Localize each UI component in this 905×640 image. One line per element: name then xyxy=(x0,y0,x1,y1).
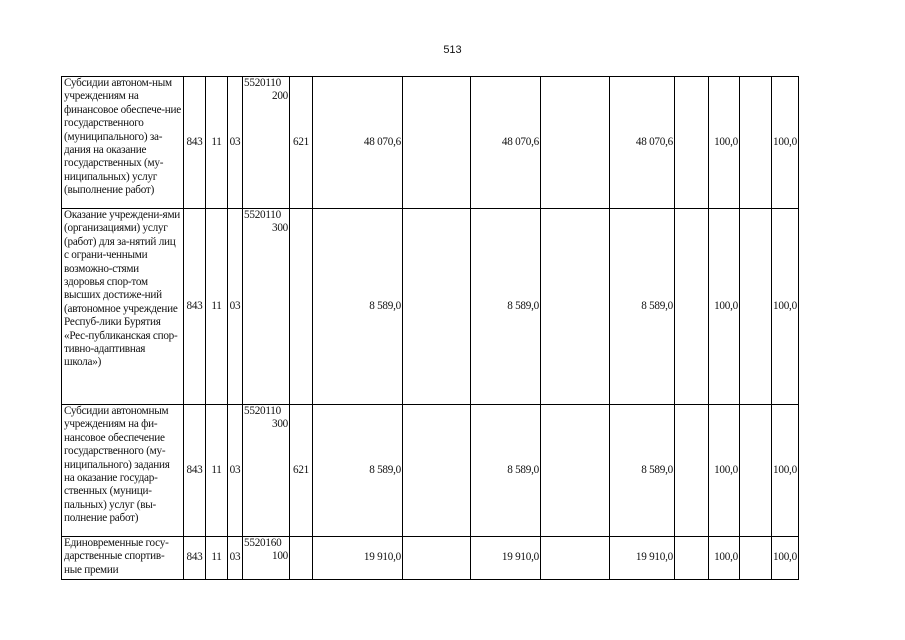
amount-executed: 48 070,6 xyxy=(610,77,675,209)
empty-cell xyxy=(740,405,772,537)
row-name: Единовременные госу-дарственные спортив-ные премии xyxy=(62,537,184,580)
target-code-part1: 5520110 xyxy=(244,405,281,417)
table-row xyxy=(62,537,799,580)
percent-executed-2: 100,0 xyxy=(772,209,799,405)
amount-plan: 19 910,0 xyxy=(313,537,403,580)
amount-adjusted: 8 589,0 xyxy=(471,209,541,405)
empty-cell xyxy=(740,537,772,580)
ministry-code: 843 xyxy=(184,209,206,405)
amount-executed: 8 589,0 xyxy=(610,405,675,537)
empty-cell xyxy=(675,77,709,209)
row-name: Субсидии автономным учреждениям на фи-нансовое обеспечение государственного (му-ниципального) задания на оказание государ-ственных (муници-пальных) услуг (вы-полнение работ) xyxy=(62,405,184,537)
ministry-code: 843 xyxy=(184,537,206,580)
table-row xyxy=(62,77,799,209)
target-code-part1: 5520110 xyxy=(244,209,281,221)
percent-executed-2: 100,0 xyxy=(772,405,799,537)
empty-cell xyxy=(675,405,709,537)
row-name: Оказание учреждени-ями (организациями) услуг (работ) для за-нятий лиц с ограни-ченными возможно-стями здоровья спор-том высших достиже-ний (автономное учреждение Респуб-лики Бурятия «Рес-публиканская спор-тивно-адаптивная школа») xyxy=(62,209,184,405)
subsection-code: 03 xyxy=(228,537,243,580)
percent-executed-2: 100,0 xyxy=(772,77,799,209)
row-name: Субсидии автоном-ным учреждениям на финансовое обеспече-ние государственного (муниципального) за-дания на оказание государственных (му-ниципальных) услуг (выполнение работ) xyxy=(62,77,184,209)
budget-table xyxy=(61,76,799,580)
target-code-part2: 300 xyxy=(271,222,288,235)
target-code xyxy=(243,77,290,209)
empty-cell xyxy=(675,209,709,405)
empty-cell xyxy=(541,537,610,580)
section-code: 11 xyxy=(206,209,228,405)
percent-executed-2: 100,0 xyxy=(772,537,799,580)
amount-plan: 8 589,0 xyxy=(313,209,403,405)
empty-cell xyxy=(403,405,471,537)
page-number: 513 xyxy=(443,44,462,56)
percent-executed-1: 100,0 xyxy=(709,537,740,580)
amount-adjusted: 48 070,6 xyxy=(471,77,541,209)
empty-cell xyxy=(740,77,772,209)
expense-type-code xyxy=(290,209,313,405)
amount-plan: 48 070,6 xyxy=(313,77,403,209)
target-code-part2: 200 xyxy=(271,90,288,103)
ministry-code: 843 xyxy=(184,405,206,537)
amount-executed: 8 589,0 xyxy=(610,209,675,405)
section-code: 11 xyxy=(206,405,228,537)
empty-cell xyxy=(403,77,471,209)
target-code-part1: 5520110 xyxy=(244,77,281,89)
amount-plan: 8 589,0 xyxy=(313,405,403,537)
target-code xyxy=(243,537,290,580)
empty-cell xyxy=(403,209,471,405)
empty-cell xyxy=(541,405,610,537)
expense-type-code: 621 xyxy=(290,77,313,209)
subsection-code: 03 xyxy=(228,77,243,209)
target-code xyxy=(243,209,290,405)
target-code-part2: 300 xyxy=(271,418,288,431)
percent-executed-1: 100,0 xyxy=(709,405,740,537)
ministry-code: 843 xyxy=(184,77,206,209)
table-row xyxy=(62,209,799,405)
empty-cell xyxy=(740,209,772,405)
percent-executed-1: 100,0 xyxy=(709,77,740,209)
amount-adjusted: 8 589,0 xyxy=(471,405,541,537)
section-code: 11 xyxy=(206,77,228,209)
expense-type-code xyxy=(290,537,313,580)
subsection-code: 03 xyxy=(228,209,243,405)
amount-executed: 19 910,0 xyxy=(610,537,675,580)
empty-cell xyxy=(675,537,709,580)
empty-cell xyxy=(541,209,610,405)
section-code: 11 xyxy=(206,537,228,580)
percent-executed-1: 100,0 xyxy=(709,209,740,405)
table-row xyxy=(62,405,799,537)
target-code xyxy=(243,405,290,537)
subsection-code: 03 xyxy=(228,405,243,537)
target-code-part2: 100 xyxy=(271,550,288,563)
target-code-part1: 5520160 xyxy=(244,537,282,549)
empty-cell xyxy=(541,77,610,209)
expense-type-code: 621 xyxy=(290,405,313,537)
amount-adjusted: 19 910,0 xyxy=(471,537,541,580)
empty-cell xyxy=(403,537,471,580)
